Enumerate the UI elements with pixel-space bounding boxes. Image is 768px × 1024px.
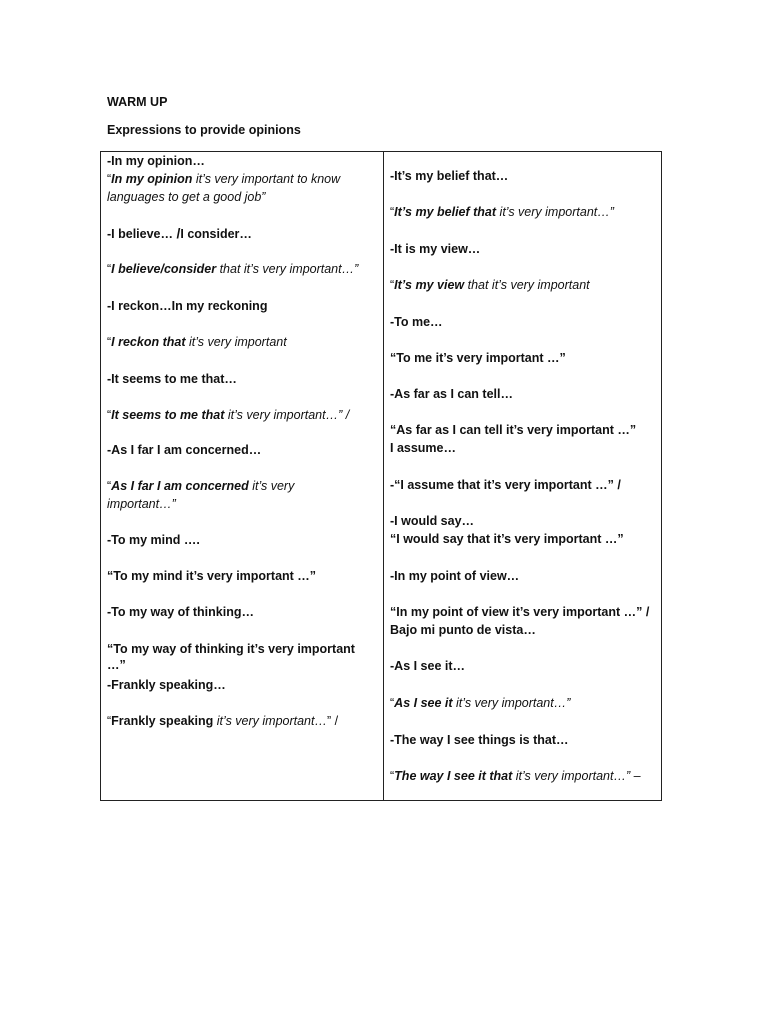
example-sentence: Bajo mi punto de vista… (390, 623, 536, 637)
expression-heading: -To my way of thinking… (107, 605, 254, 619)
example-sentence: “The way I see it that it’s very important…” – (390, 769, 641, 783)
expression-heading: -It is my view… (390, 242, 481, 256)
example-sentence: -“I assume that it’s very important …” / (390, 478, 621, 492)
example-sentence: “I reckon that it’s very important (107, 335, 287, 349)
example-sentence: “I believe/consider that it’s very important…” (107, 262, 359, 276)
expression-heading: -To my mind …. (107, 533, 200, 547)
example-sentence: “As far as I can tell it’s very important …” (390, 423, 637, 437)
expression-heading: -As I see it… (390, 659, 466, 673)
expression-heading: -I reckon…In my reckoning (107, 299, 268, 313)
left-column (101, 152, 383, 800)
expression-heading: -In my point of view… (390, 569, 520, 583)
expression-heading: I assume… (390, 441, 457, 455)
example-sentence: “I would say that it’s very important …” (390, 532, 624, 546)
example-sentence: …” (107, 658, 126, 672)
expression-heading: -The way I see things is that… (390, 733, 569, 747)
expression-heading: -In my opinion… (107, 154, 205, 168)
example-sentence: important…” (107, 497, 176, 511)
example-sentence: “To me it’s very important …” (390, 351, 566, 365)
expression-heading: -I would say… (390, 514, 475, 528)
expression-heading: -It’s my belief that… (390, 169, 509, 183)
example-sentence: “It’s my view that it’s very important (390, 278, 590, 292)
example-sentence: “As I far I am concerned it’s very (107, 479, 295, 493)
example-sentence: “To my way of thinking it’s very important (107, 642, 355, 656)
example-sentence: “It seems to me that it’s very important…” / (107, 408, 350, 422)
page-title: WARM UP (107, 95, 168, 109)
expression-heading: -As I far I am concerned… (107, 443, 262, 457)
example-sentence: “To my mind it’s very important …” (107, 569, 317, 583)
section-subtitle: Expressions to provide opinions (107, 123, 301, 137)
expression-heading: -To me… (390, 315, 443, 329)
example-sentence: “In my point of view it’s very important …” / (390, 605, 650, 619)
example-sentence: languages to get a good job” (107, 190, 266, 204)
expression-heading: -I believe… /I consider… (107, 225, 252, 241)
example-sentence: “As I see it it’s very important…” (390, 696, 571, 710)
example-sentence: “Frankly speaking it’s very important…” / (107, 714, 339, 728)
right-column (384, 152, 661, 800)
expression-heading: -Frankly speaking… (107, 678, 226, 692)
expressions-table (100, 151, 662, 801)
example-sentence: “It’s my belief that it’s very important…” (390, 205, 614, 219)
expression-heading: -It seems to me that… (107, 372, 237, 386)
expression-heading: -As far as I can tell… (390, 387, 513, 401)
example-sentence: “In my opinion it’s very important to know (107, 172, 341, 186)
